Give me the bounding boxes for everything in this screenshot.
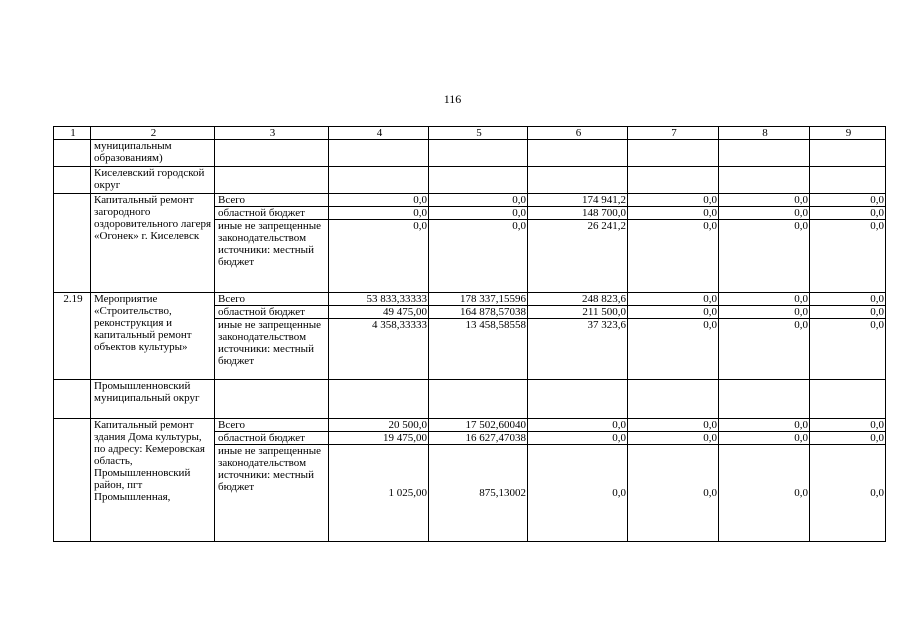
empty-cell [528, 380, 628, 419]
value-cell: 0,0 [719, 432, 810, 445]
empty-cell [215, 380, 329, 419]
column-header: 4 [329, 127, 429, 140]
column-header: 1 [54, 127, 91, 140]
value-cell: 16 627,47038 [429, 432, 528, 445]
value-cell: 4 358,33333 [329, 319, 429, 380]
value-cell: 37 323,6 [528, 319, 628, 380]
empty-cell [329, 167, 429, 194]
empty-cell [810, 167, 886, 194]
value-cell: 0,0 [719, 445, 810, 542]
funding-label: иные не запрещенные законодательством источники: местный бюджет [215, 445, 329, 542]
table-row [54, 167, 886, 194]
column-header: 6 [528, 127, 628, 140]
value-cell: 0,0 [719, 319, 810, 380]
value-cell: 0,0 [628, 293, 719, 306]
value-cell: 0,0 [719, 306, 810, 319]
funding-label: Всего [215, 194, 329, 207]
value-cell: 164 878,57038 [429, 306, 528, 319]
value-cell: 0,0 [810, 306, 886, 319]
row-name: Капитальный ремонт здания Дома культуры, по адресу: Кемеровская область, Промышленновский район, пгт Промышленная, [91, 419, 215, 542]
empty-cell [628, 380, 719, 419]
empty-cell [429, 167, 528, 194]
table-row [54, 293, 886, 306]
value-cell: 178 337,15596 [429, 293, 528, 306]
row-name: Киселевский городской округ [91, 167, 215, 194]
column-header: 2 [91, 127, 215, 140]
value-cell: 0,0 [329, 194, 429, 207]
empty-cell [215, 167, 329, 194]
row-number: 2.19 [54, 293, 91, 380]
value-cell: 0,0 [628, 445, 719, 542]
value-cell: 26 241,2 [528, 220, 628, 293]
row-number [54, 380, 91, 419]
value-cell: 211 500,0 [528, 306, 628, 319]
budget-table [53, 126, 886, 542]
row-name: муниципальным образованиям) [91, 140, 215, 167]
value-cell: 0,0 [528, 445, 628, 542]
value-cell: 0,0 [810, 419, 886, 432]
value-cell: 875,13002 [429, 445, 528, 542]
table-row [54, 140, 886, 167]
empty-cell [719, 167, 810, 194]
value-cell: 174 941,2 [528, 194, 628, 207]
value-cell: 17 502,60040 [429, 419, 528, 432]
value-cell: 0,0 [719, 194, 810, 207]
value-cell: 0,0 [329, 207, 429, 220]
empty-cell [429, 140, 528, 167]
column-header: 5 [429, 127, 528, 140]
empty-cell [528, 140, 628, 167]
empty-cell [628, 167, 719, 194]
table-row [54, 380, 886, 419]
funding-label: областной бюджет [215, 432, 329, 445]
value-cell: 0,0 [719, 220, 810, 293]
funding-label: Всего [215, 293, 329, 306]
value-cell: 0,0 [329, 220, 429, 293]
table-body [54, 127, 886, 542]
empty-cell [429, 380, 528, 419]
value-cell: 0,0 [628, 432, 719, 445]
value-cell: 0,0 [628, 306, 719, 319]
row-name: Капитальный ремонт загородного оздоровительного лагеря «Огонек» г. Киселевск [91, 194, 215, 293]
empty-cell [628, 140, 719, 167]
value-cell: 148 700,0 [528, 207, 628, 220]
row-number [54, 194, 91, 293]
funding-label: иные не запрещенные законодательством источники: местный бюджет [215, 220, 329, 293]
empty-cell [719, 380, 810, 419]
value-cell: 0,0 [528, 432, 628, 445]
funding-label: областной бюджет [215, 306, 329, 319]
value-cell: 0,0 [628, 220, 719, 293]
value-cell: 0,0 [810, 207, 886, 220]
value-cell: 13 458,58558 [429, 319, 528, 380]
row-number [54, 167, 91, 194]
row-name: Мероприятие «Строительство, реконструкция и капитальный ремонт объектов культуры» [91, 293, 215, 380]
column-header: 7 [628, 127, 719, 140]
row-name: Промышленновский муниципальный округ [91, 380, 215, 419]
value-cell: 0,0 [528, 419, 628, 432]
value-cell: 0,0 [719, 419, 810, 432]
table-row [54, 419, 886, 432]
empty-cell [810, 380, 886, 419]
empty-cell [215, 140, 329, 167]
value-cell: 0,0 [810, 220, 886, 293]
value-cell: 49 475,00 [329, 306, 429, 319]
column-header: 9 [810, 127, 886, 140]
value-cell: 0,0 [810, 293, 886, 306]
funding-label: областной бюджет [215, 207, 329, 220]
value-cell: 1 025,00 [329, 445, 429, 542]
value-cell: 0,0 [429, 207, 528, 220]
value-cell: 0,0 [628, 194, 719, 207]
value-cell: 0,0 [810, 432, 886, 445]
funding-label: иные не запрещенные законодательством источники: местный бюджет [215, 319, 329, 380]
page-number: 116 [443, 92, 462, 106]
value-cell: 53 833,33333 [329, 293, 429, 306]
row-number [54, 140, 91, 167]
value-cell: 0,0 [719, 207, 810, 220]
empty-cell [329, 140, 429, 167]
value-cell: 0,0 [628, 419, 719, 432]
value-cell: 248 823,6 [528, 293, 628, 306]
value-cell: 0,0 [810, 319, 886, 380]
empty-cell [810, 140, 886, 167]
empty-cell [528, 167, 628, 194]
row-number [54, 419, 91, 542]
value-cell: 0,0 [429, 220, 528, 293]
value-cell: 0,0 [810, 194, 886, 207]
column-header: 8 [719, 127, 810, 140]
table-row [54, 194, 886, 207]
header-row [54, 127, 886, 140]
empty-cell [719, 140, 810, 167]
value-cell: 20 500,0 [329, 419, 429, 432]
value-cell: 0,0 [429, 194, 528, 207]
value-cell: 0,0 [628, 319, 719, 380]
value-cell: 0,0 [719, 293, 810, 306]
value-cell: 0,0 [628, 207, 719, 220]
column-header: 3 [215, 127, 329, 140]
funding-label: Всего [215, 419, 329, 432]
value-cell: 0,0 [810, 445, 886, 542]
empty-cell [329, 380, 429, 419]
value-cell: 19 475,00 [329, 432, 429, 445]
